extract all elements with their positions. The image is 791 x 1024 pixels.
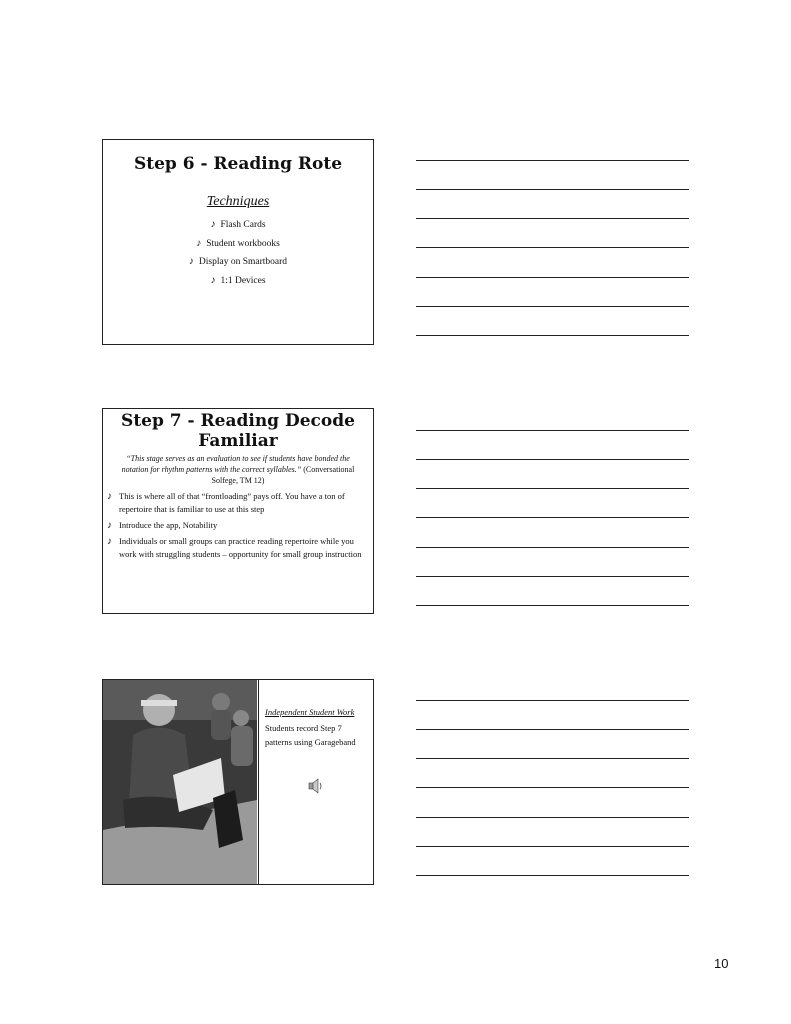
list-item xyxy=(103,235,373,254)
music-note-icon: ♪ xyxy=(210,274,216,286)
list-item xyxy=(107,535,369,561)
note-line xyxy=(416,875,689,876)
slide-step-7 xyxy=(102,408,374,614)
sidebar-text: Students record Step 7 patterns using Garageband xyxy=(265,723,356,747)
music-note-icon: ♪ xyxy=(210,219,216,230)
list-item xyxy=(103,272,373,291)
note-line xyxy=(416,335,689,336)
slide-subheading: Techniques xyxy=(206,194,270,209)
slide-title: Step 7 - Reading Decode Familiar xyxy=(121,411,355,451)
list-item xyxy=(107,490,369,516)
quote-source: (Conversational Solfege, TM 12) xyxy=(211,465,355,485)
note-line xyxy=(416,787,689,788)
slide-step-6 xyxy=(102,139,374,345)
note-line xyxy=(416,547,689,548)
sidebar-heading: Independent Student Work xyxy=(265,707,355,717)
photo-illustration xyxy=(103,680,257,884)
list-item xyxy=(103,216,373,235)
note-line xyxy=(416,459,689,460)
music-note-icon: ♪ xyxy=(188,256,194,267)
note-line xyxy=(416,218,689,219)
page-number: 10 xyxy=(714,956,729,971)
music-note-icon: ♪ xyxy=(196,237,202,249)
note-line xyxy=(416,517,689,518)
bullet-text: Flash Cards xyxy=(220,220,266,230)
note-line xyxy=(416,247,689,248)
slide-title: Step 6 - Reading Rote xyxy=(133,154,343,174)
music-note-icon: ♪ xyxy=(107,491,112,502)
bullet-text: Individuals or small groups can practice reading repertoire while you work with struggling students – opportunity for small group instruction xyxy=(119,536,362,559)
note-line xyxy=(416,846,689,847)
quote-text: “This stage serves as an evaluation to see if students have bonded the notation for rhythm patterns with the correct syllables.” xyxy=(121,454,350,474)
note-line xyxy=(416,758,689,759)
note-line xyxy=(416,277,689,278)
list-item xyxy=(103,253,373,272)
slide-sidebar xyxy=(258,680,374,884)
music-note-icon: ♪ xyxy=(107,520,112,531)
music-note-icon: ♪ xyxy=(107,536,112,547)
bullet-text: This is where all of that “frontloading” pays off. You have a ton of repertoire that is familiar to use at this step xyxy=(119,491,345,514)
list-item xyxy=(107,519,369,532)
slide-independent-work xyxy=(102,679,374,885)
note-line xyxy=(416,306,689,307)
note-line xyxy=(416,729,689,730)
bullet-text: Introduce the app, Notability xyxy=(119,520,218,530)
classroom-photo xyxy=(103,680,257,884)
note-line xyxy=(416,189,689,190)
note-line xyxy=(416,576,689,577)
slide-quote xyxy=(103,453,373,486)
speaker-icon[interactable] xyxy=(308,778,324,794)
note-line xyxy=(416,160,689,161)
note-line xyxy=(416,700,689,701)
note-line xyxy=(416,430,689,431)
bullet-text: Display on Smartboard xyxy=(198,257,288,267)
note-line xyxy=(416,605,689,606)
bullet-text: Student workbooks xyxy=(206,238,280,249)
bullet-list xyxy=(103,490,373,561)
bullet-list xyxy=(103,216,373,290)
note-line xyxy=(416,817,689,818)
bullet-text: 1:1 Devices xyxy=(220,275,266,286)
note-line xyxy=(416,488,689,489)
